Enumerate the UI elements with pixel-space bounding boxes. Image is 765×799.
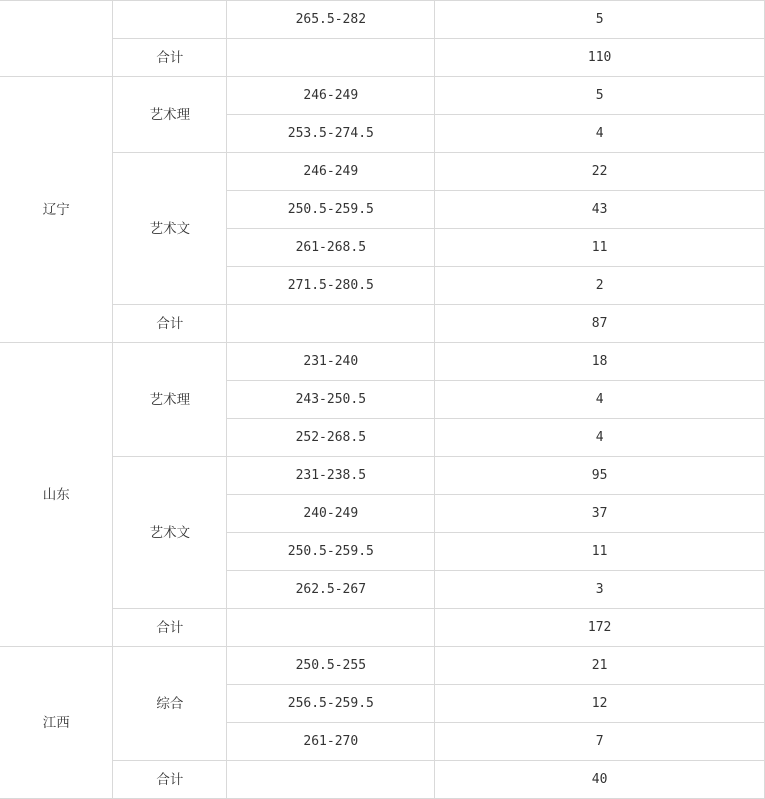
table-row — [0, 153, 765, 191]
score-range-cell: 261-268.5 — [227, 229, 435, 267]
score-range-cell: 261-270 — [227, 723, 435, 761]
score-range-cell: 246-249 — [227, 77, 435, 115]
category-cell-art-science: 艺术理 — [113, 343, 227, 457]
count-cell: 4 — [435, 115, 765, 153]
score-range-cell: 243-250.5 — [227, 381, 435, 419]
table-row — [0, 1, 765, 39]
category-cell-art-liberal: 艺术文 — [113, 457, 227, 609]
score-range-cell: 253.5-274.5 — [227, 115, 435, 153]
score-range-cell: 231-238.5 — [227, 457, 435, 495]
score-range-cell: 231-240 — [227, 343, 435, 381]
empty-range-cell — [227, 761, 435, 799]
total-count-cell: 40 — [435, 761, 765, 799]
score-range-cell: 256.5-259.5 — [227, 685, 435, 723]
total-count-cell: 87 — [435, 305, 765, 343]
total-label-cell: 合计 — [113, 609, 227, 647]
count-cell: 95 — [435, 457, 765, 495]
score-range-cell: 250.5-259.5 — [227, 533, 435, 571]
table-row — [0, 77, 765, 115]
count-cell: 7 — [435, 723, 765, 761]
score-range-cell: 240-249 — [227, 495, 435, 533]
count-cell: 37 — [435, 495, 765, 533]
total-label-cell: 合计 — [113, 305, 227, 343]
total-label-cell: 合计 — [113, 39, 227, 77]
total-row — [0, 39, 765, 77]
category-cell-prev — [113, 1, 227, 39]
score-range-cell: 250.5-259.5 — [227, 191, 435, 229]
empty-range-cell — [227, 305, 435, 343]
count-cell: 43 — [435, 191, 765, 229]
score-range-cell: 265.5-282 — [227, 1, 435, 39]
total-count-cell: 172 — [435, 609, 765, 647]
count-cell: 5 — [435, 77, 765, 115]
count-cell: 21 — [435, 647, 765, 685]
province-cell-jiangxi: 江西 — [0, 647, 113, 799]
total-count-cell: 110 — [435, 39, 765, 77]
total-row — [0, 609, 765, 647]
count-cell: 3 — [435, 571, 765, 609]
total-row — [0, 761, 765, 799]
table-row — [0, 647, 765, 685]
empty-range-cell — [227, 609, 435, 647]
score-range-cell: 271.5-280.5 — [227, 267, 435, 305]
score-range-cell: 246-249 — [227, 153, 435, 191]
province-cell-prev — [0, 1, 113, 77]
category-cell-art-science: 艺术理 — [113, 77, 227, 153]
count-cell: 4 — [435, 381, 765, 419]
count-cell: 22 — [435, 153, 765, 191]
count-cell: 18 — [435, 343, 765, 381]
province-cell-shandong: 山东 — [0, 343, 113, 647]
count-cell: 5 — [435, 1, 765, 39]
table-row — [0, 457, 765, 495]
total-label-cell: 合计 — [113, 761, 227, 799]
category-cell-art-liberal: 艺术文 — [113, 153, 227, 305]
empty-range-cell — [227, 39, 435, 77]
score-range-cell: 250.5-255 — [227, 647, 435, 685]
count-cell: 11 — [435, 533, 765, 571]
province-cell-liaoning: 辽宁 — [0, 77, 113, 343]
count-cell: 4 — [435, 419, 765, 457]
score-range-cell: 262.5-267 — [227, 571, 435, 609]
total-row — [0, 305, 765, 343]
count-cell: 2 — [435, 267, 765, 305]
category-cell-general: 综合 — [113, 647, 227, 761]
count-cell: 12 — [435, 685, 765, 723]
count-cell: 11 — [435, 229, 765, 267]
table-row — [0, 343, 765, 381]
score-range-cell: 252-268.5 — [227, 419, 435, 457]
